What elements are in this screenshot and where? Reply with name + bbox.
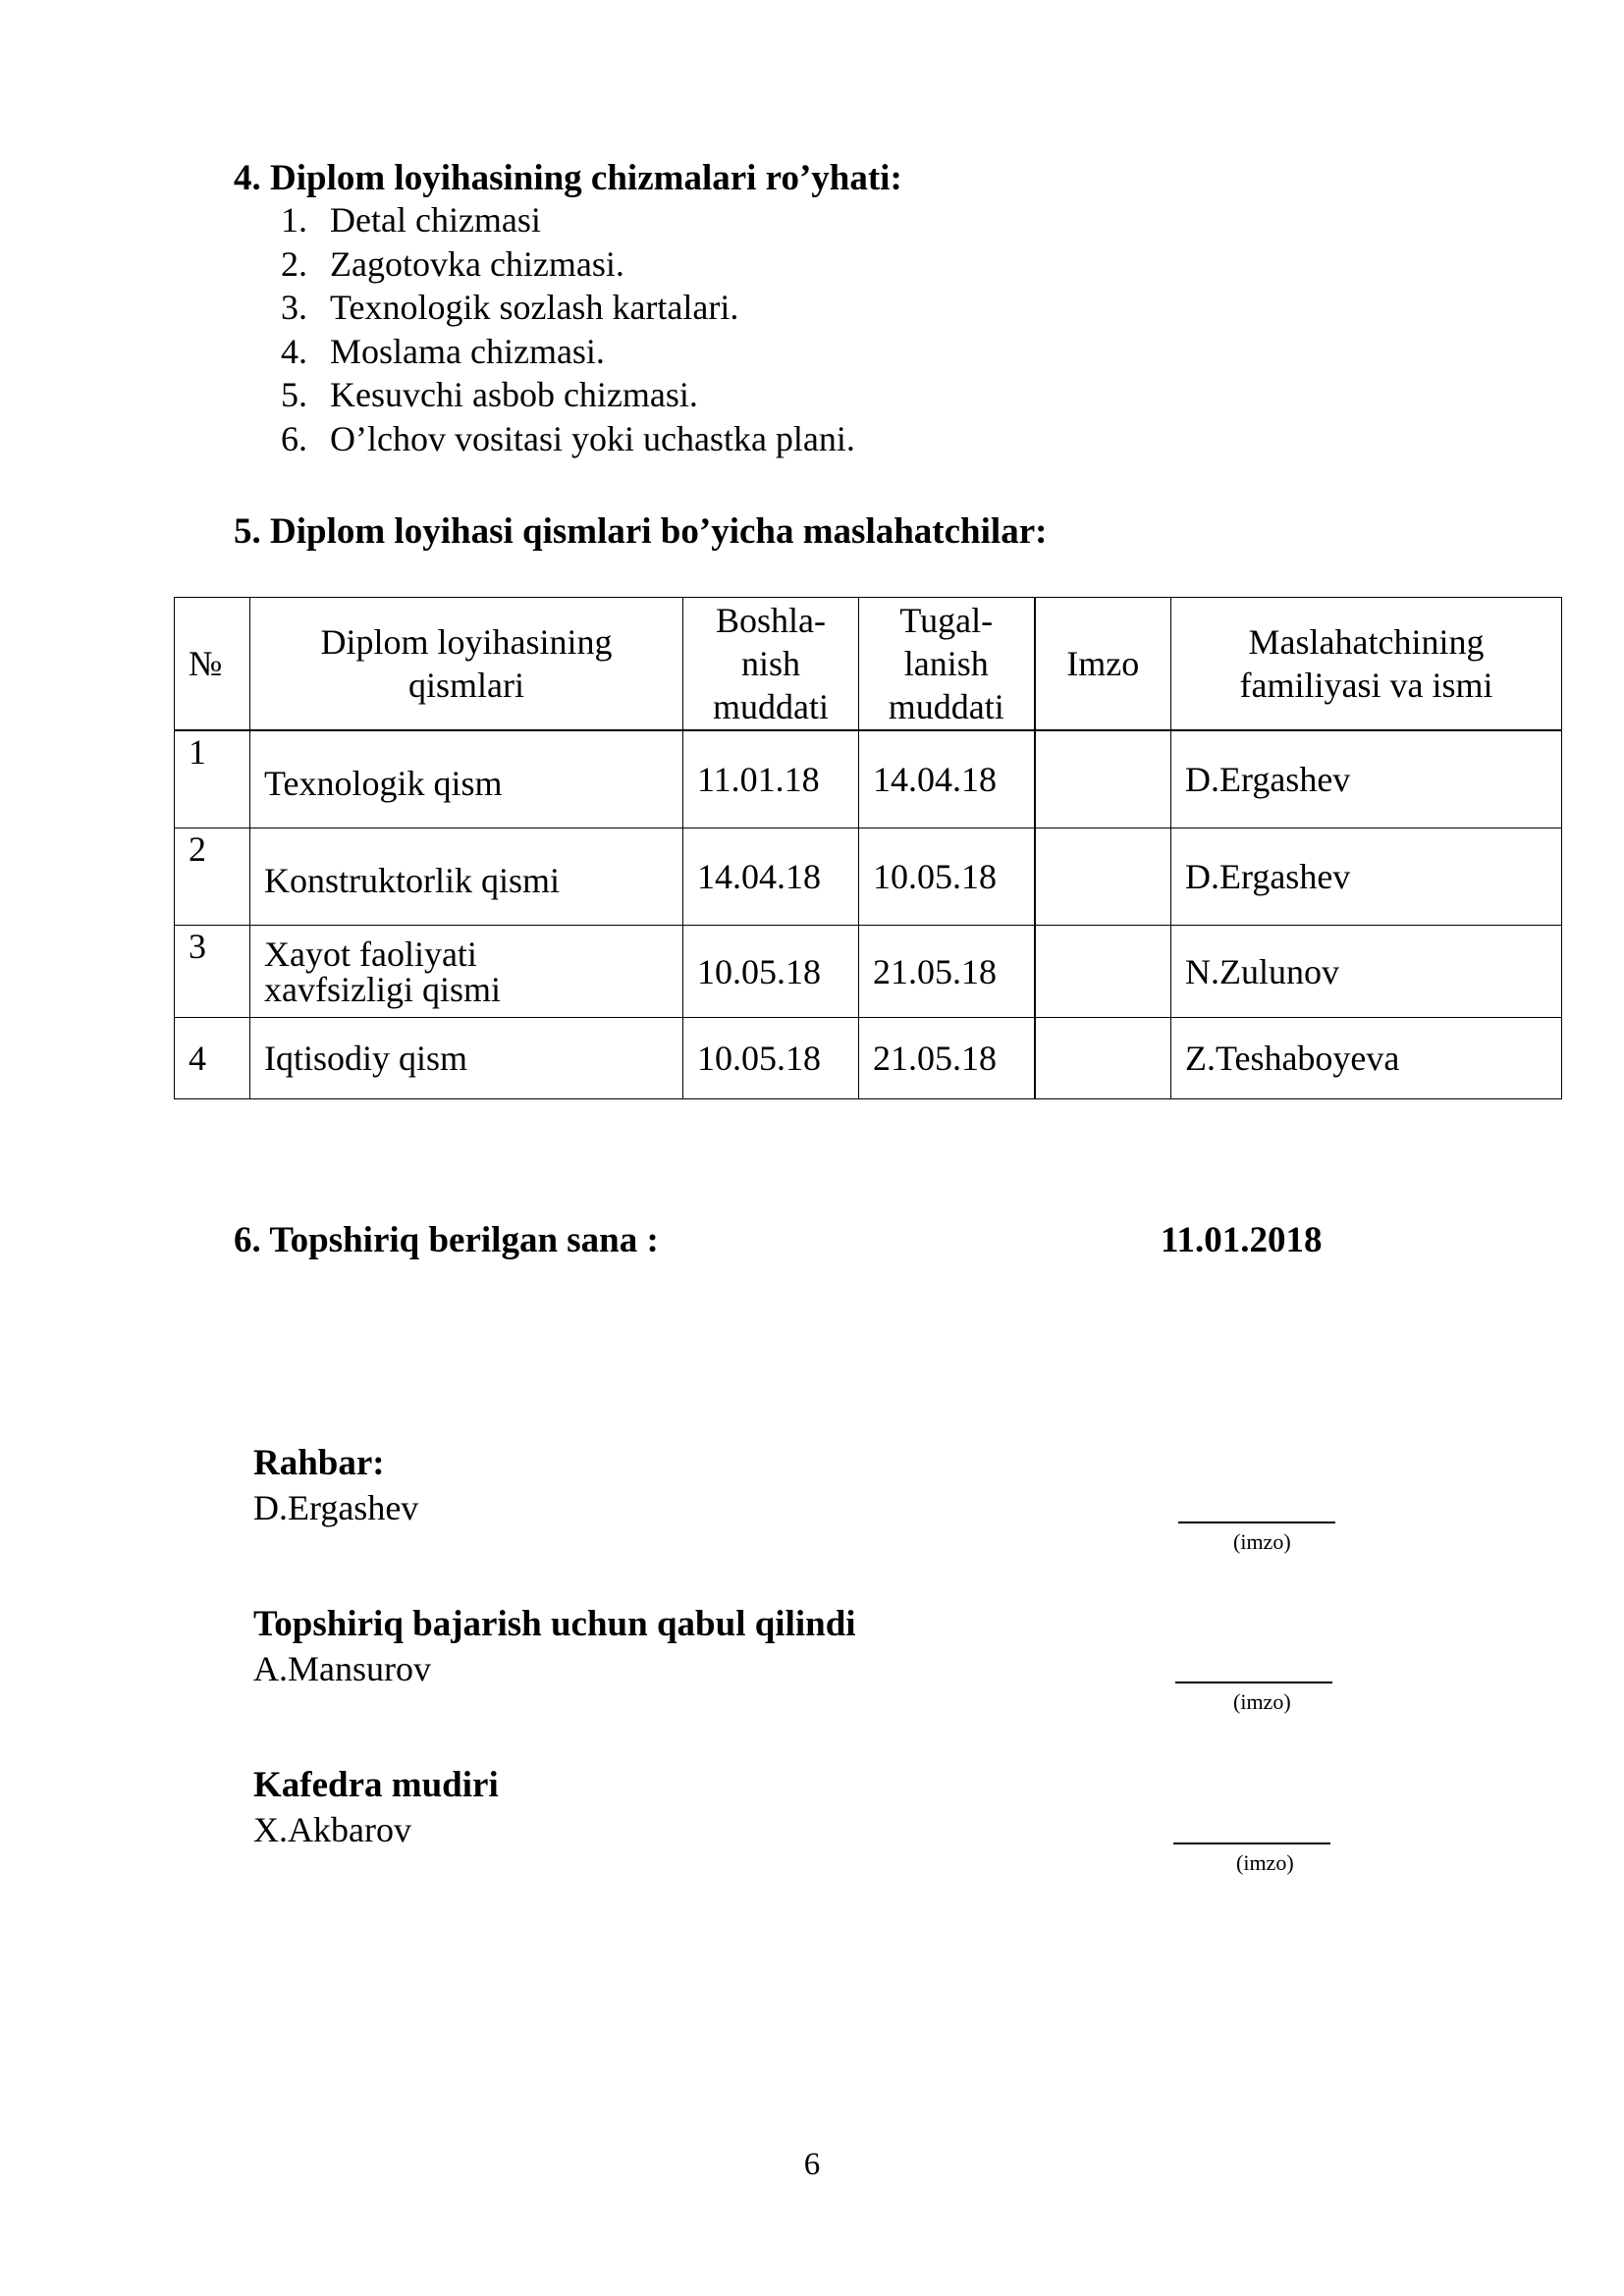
student-signature-caption: (imzo) [1233,1689,1291,1714]
table-row [175,730,1562,828]
row-consultant: Z.Teshaboyeva [1171,1018,1562,1099]
head-of-department-signature-line [1173,1842,1330,1844]
row-signature [1035,730,1171,828]
header-part: Diplom loyihasining qismlari [250,598,683,731]
row-part: Xayot faoliyati xavfsizligi qismi [250,926,683,1018]
supervisor-signature-line [1178,1522,1335,1523]
row-end-date: 21.05.18 [859,1018,1035,1099]
row-signature [1035,926,1171,1018]
consultants-table [174,597,1562,1099]
page-number: 6 [803,2147,821,2182]
student-name: A.Mansurov [253,1649,431,1688]
row-start-date: 14.04.18 [683,828,859,926]
row-part: Texnologik qism [250,730,683,828]
row-consultant: D.Ergashev [1171,730,1562,828]
list-item: 2. Zagotovka chizmasi. [281,243,624,284]
row-start-date: 10.05.18 [683,1018,859,1099]
row-number: 4 [175,1018,250,1099]
section-4-title: 4. Diplom loyihasining chizmalari ro’yhati: [234,158,902,198]
row-signature [1035,1018,1171,1099]
table-row [175,1018,1562,1099]
supervisor-signature-caption: (imzo) [1233,1529,1291,1554]
row-part: Iqtisodiy qism [250,1018,683,1099]
row-signature [1035,828,1171,926]
assignment-date-value: 11.01.2018 [1161,1220,1323,1260]
row-consultant: D.Ergashev [1171,828,1562,926]
header-start: Boshla- nish muddati [683,598,859,731]
student-role: Topshiriq bajarish uchun qabul qilindi [253,1604,856,1644]
row-start-date: 10.05.18 [683,926,859,1018]
row-consultant: N.Zulunov [1171,926,1562,1018]
table-header-row [175,598,1562,731]
header-consultant: Maslahatchining familiyasi va ismi [1171,598,1562,731]
row-end-date: 14.04.18 [859,730,1035,828]
row-part: Konstruktorlik qismi [250,828,683,926]
header-number: № [175,598,250,731]
header-end: Tugal- lanish muddati [859,598,1035,731]
row-number: 2 [175,828,250,926]
table-row [175,828,1562,926]
row-number: 3 [175,926,250,1018]
table-row [175,926,1562,1018]
list-item: 4. Moslama chizmasi. [281,331,605,371]
student-signature-line [1175,1682,1332,1683]
supervisor-name: D.Ergashev [253,1488,419,1527]
assignment-date-label: 6. Topshiriq berilgan sana : [234,1220,659,1260]
list-item: 1. Detal chizmasi [281,200,541,240]
row-start-date: 11.01.18 [683,730,859,828]
list-item: 5. Kesuvchi asbob chizmasi. [281,375,698,415]
head-of-department-signature-caption: (imzo) [1236,1850,1294,1875]
supervisor-role: Rahbar: [253,1443,385,1483]
list-item: 6. O’lchov vositasi yoki uchastka plani. [281,418,855,458]
drawings-list [281,198,855,461]
header-sign: Imzo [1035,598,1171,731]
head-of-department-name: X.Akbarov [253,1810,411,1849]
row-end-date: 21.05.18 [859,926,1035,1018]
row-end-date: 10.05.18 [859,828,1035,926]
row-number: 1 [175,730,250,828]
section-5-title: 5. Diplom loyihasi qismlari bo’yicha maslahatchilar: [234,511,1048,552]
head-of-department-role: Kafedra mudiri [253,1765,499,1805]
list-item: 3. Texnologik sozlash kartalari. [281,288,739,328]
